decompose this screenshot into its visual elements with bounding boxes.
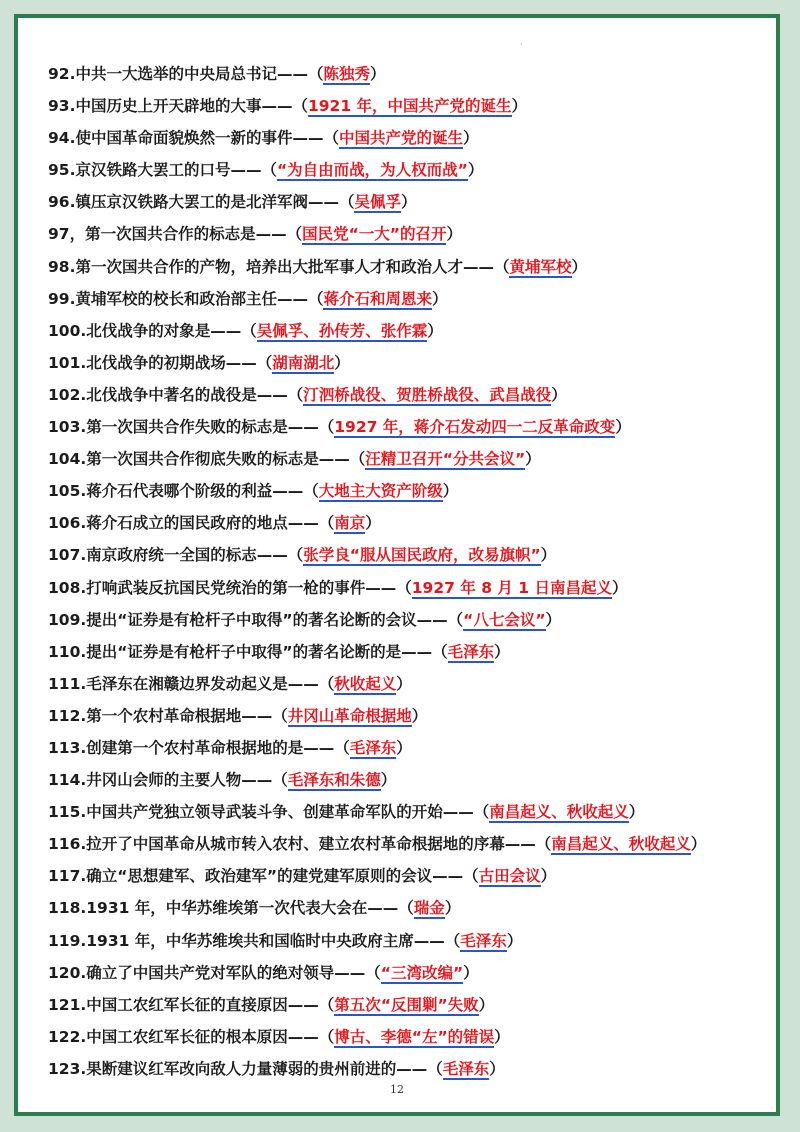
open-paren: （	[493, 257, 510, 276]
close-paren: ）	[396, 738, 412, 757]
list-item	[48, 636, 764, 668]
answer-text: 蒋介石和周恩来	[323, 289, 432, 308]
list-item	[48, 957, 764, 989]
answer-text: 博古、李德“左”的错误	[334, 1027, 495, 1046]
close-paren: ）	[611, 578, 628, 597]
answer-text: 汪精卫召开“分共会议”	[365, 450, 526, 469]
answer-text: 陈独秀	[323, 65, 370, 83]
question-text: 106.蒋介石成立的国民政府的地点——	[48, 514, 319, 533]
answer-text: 大地主大资产阶级	[318, 482, 443, 501]
list-item	[48, 186, 764, 218]
open-paren: （	[365, 963, 381, 982]
close-paren: ）	[494, 1027, 510, 1046]
open-paren: （	[349, 450, 366, 469]
question-text: 96.镇压京汉铁路大罢工的是北洋军阀——	[48, 193, 339, 212]
close-paren: ）	[446, 225, 462, 244]
qa-list	[48, 58, 764, 1085]
open-paren: （	[286, 225, 303, 244]
answer-text: 张学良“服从国民政府，改易旗帜”	[303, 546, 541, 565]
list-item	[48, 1053, 764, 1085]
question-text: 112.第一个农村革命根据地——	[48, 706, 273, 725]
open-paren: （	[272, 706, 288, 725]
open-paren: （	[463, 867, 479, 886]
list-item	[48, 251, 764, 283]
list-item	[48, 475, 764, 507]
close-paren: ）	[478, 995, 495, 1014]
question-text: 120.确立了中国共产党对军队的绝对领导——	[48, 963, 366, 982]
close-paren: ）	[489, 1059, 505, 1078]
list-item	[48, 122, 764, 154]
close-paren: ）	[511, 97, 528, 116]
list-item	[48, 379, 764, 411]
open-paren: （	[444, 931, 461, 950]
question-text: 110.提出“证券是有枪杆子中取得”的著名论断的是——	[48, 642, 433, 661]
list-item	[48, 860, 764, 892]
question-text: 122.中国工农红军长征的根本原因——	[48, 1027, 319, 1046]
list-item	[48, 90, 764, 122]
open-paren: （	[473, 803, 490, 822]
list-item	[48, 668, 764, 700]
close-paren: ）	[334, 353, 350, 372]
answer-text: 井冈山革命根据地	[287, 706, 412, 725]
answer-text: 毛泽东	[349, 738, 397, 757]
list-item	[48, 1021, 764, 1053]
list-item	[48, 892, 764, 924]
answer-text: 古田会议	[478, 867, 541, 886]
question-text: 108.打响武装反抗国民党统治的第一枪的事件——	[48, 578, 397, 597]
close-paren: ）	[396, 674, 412, 693]
answer-text: 国民党“一大”的召开	[302, 225, 447, 244]
list-item	[48, 507, 764, 539]
answer-text: 1927 年，蒋介石发动四一二反革命政变	[334, 418, 616, 437]
answer-text: 1921 年，中国共产党的诞生	[307, 97, 512, 116]
answer-text: 毛泽东	[442, 1059, 490, 1078]
question-text: 109.提出“证券是有枪杆子中取得”的著名论断的会议——	[48, 610, 448, 629]
list-item	[48, 572, 764, 604]
question-text: 105.蒋介石代表哪个阶级的利益——	[48, 482, 304, 501]
open-paren: （	[427, 1059, 443, 1078]
close-paren: ）	[506, 931, 523, 950]
open-paren: （	[261, 161, 277, 180]
page-number: 12	[390, 1083, 404, 1096]
question-text: 114.井冈山会师的主要人物——	[48, 771, 273, 790]
answer-text: 中国共产党的诞生	[338, 129, 463, 148]
open-paren: （	[272, 771, 288, 790]
list-item	[48, 700, 764, 732]
list-item	[48, 925, 764, 957]
answer-text: 汀泗桥战役、贺胜桥战役、武昌战役	[303, 385, 552, 404]
close-paren: ）	[432, 289, 448, 308]
answer-text: 毛泽东	[447, 642, 495, 661]
question-text: 99.黄埔军校的校长和政治部主任——	[48, 289, 308, 308]
answer-text: 吴佩孚、孙传芳、张作霖	[256, 321, 428, 340]
open-paren: （	[334, 738, 350, 757]
close-paren: ）	[442, 482, 459, 501]
answer-text: “三湾改编”	[380, 963, 464, 982]
close-paren: ）	[494, 642, 510, 661]
answer-text: 瑞金	[413, 899, 445, 918]
open-paren: （	[318, 514, 335, 533]
open-paren: （	[241, 321, 257, 340]
open-paren: （	[256, 353, 273, 372]
close-paren: ）	[444, 899, 461, 918]
open-paren: （	[398, 899, 414, 918]
answer-text: 南昌起义、秋收起义	[489, 803, 629, 822]
answer-text: “八七会议”	[463, 610, 546, 629]
list-item	[48, 315, 764, 347]
close-paren: ）	[365, 514, 381, 533]
answer-text: 第五次“反围剿”失败	[334, 995, 479, 1014]
list-item	[48, 283, 764, 315]
answer-text: 毛泽东和朱德	[287, 771, 381, 790]
close-paren: ）	[571, 257, 588, 276]
question-text: 107.南京政府统一全国的标志——	[48, 546, 288, 565]
question-text: 119.1931 年，中华苏维埃共和国临时中央政府主席——	[48, 931, 445, 950]
question-text: 111.毛泽东在湘赣边界发动起义是——	[48, 674, 319, 693]
close-paren: ）	[467, 161, 484, 180]
list-item	[48, 58, 764, 90]
close-paren: ）	[615, 418, 631, 437]
question-text: 115.中国共产党独立领导武装斗争、创建革命军队的开始——	[48, 803, 474, 822]
question-text: 102.北伐战争中著名的战役是——	[48, 385, 288, 404]
question-text: 103.第一次国共合作失败的标志是——	[48, 418, 319, 437]
answer-text: “为自由而战，为人权而战”	[276, 161, 468, 180]
question-text: 104.第一次国共合作彻底失败的标志是——	[48, 450, 350, 469]
list-item	[48, 443, 764, 475]
open-paren: （	[292, 97, 308, 116]
list-item	[48, 604, 764, 636]
answer-text: 湖南湖北	[272, 353, 335, 372]
question-text: 97，第一次国共合作的标志是——	[48, 225, 287, 244]
answer-text: 1927 年 8 月 1 日南昌起义	[411, 578, 612, 597]
answer-text: 吴佩孚	[354, 193, 401, 212]
open-paren: （	[432, 642, 448, 661]
question-text: 93.中国历史上开天辟地的大事——	[48, 97, 293, 116]
question-text: 98.第一次国共合作的产物，培养出大批军事人才和政治人才——	[48, 257, 494, 276]
close-paren: ）	[551, 385, 567, 404]
list-item	[48, 154, 764, 186]
answer-text: 南昌起义、秋收起义	[551, 835, 691, 854]
open-paren: （	[323, 129, 339, 148]
open-paren: （	[287, 385, 304, 404]
close-paren: ）	[427, 321, 443, 340]
close-paren: ）	[690, 835, 707, 854]
open-paren: （	[318, 995, 335, 1014]
list-item	[48, 828, 764, 860]
question-text: 94.使中国革命面貌焕然一新的事件——	[48, 129, 324, 148]
answer-text: 毛泽东	[460, 931, 507, 950]
open-paren: （	[318, 674, 335, 693]
close-paren: ）	[463, 963, 479, 982]
decorative-dot: ·	[520, 40, 523, 49]
question-text: 100.北伐战争的对象是——	[48, 321, 242, 340]
close-paren: ）	[540, 867, 557, 886]
open-paren: （	[318, 418, 335, 437]
list-item	[48, 732, 764, 764]
list-item	[48, 989, 764, 1021]
answer-text: 秋收起义	[334, 674, 397, 693]
question-text: 117.确立“思想建军、政治建军”的建党建军原则的会议——	[48, 867, 464, 886]
close-paren: ）	[411, 706, 428, 725]
open-paren: （	[318, 1027, 335, 1046]
close-paren: ）	[545, 610, 562, 629]
close-paren: ）	[628, 803, 645, 822]
list-item	[48, 539, 764, 571]
close-paren: ）	[463, 129, 479, 148]
answer-text: 南京	[334, 514, 366, 533]
list-item	[48, 764, 764, 796]
close-paren: ）	[525, 450, 541, 469]
open-paren: （	[447, 610, 464, 629]
open-paren: （	[307, 289, 324, 308]
page-frame	[14, 14, 780, 1116]
question-text: 101.北伐战争的初期战场——	[48, 353, 257, 372]
open-paren: （	[307, 65, 324, 83]
close-paren: ）	[370, 65, 386, 83]
question-text: 116.拉开了中国革命从城市转入农村、建立农村革命根据地的序幕——	[48, 835, 536, 854]
open-paren: （	[303, 482, 319, 501]
question-text: 118.1931 年，中华苏维埃第一次代表大会在——	[48, 899, 399, 918]
open-paren: （	[338, 193, 355, 212]
question-text: 123.果断建议红军改向敌人力量薄弱的贵州前进的——	[48, 1059, 428, 1078]
list-item	[48, 796, 764, 828]
question-text: 95.京汉铁路大罢工的口号——	[48, 161, 262, 180]
question-text: 92.中共一大选举的中央局总书记——	[48, 65, 308, 83]
list-item	[48, 411, 764, 443]
list-item	[48, 218, 764, 250]
question-text: 121.中国工农红军长征的直接原因——	[48, 995, 319, 1014]
list-item	[48, 347, 764, 379]
open-paren: （	[535, 835, 552, 854]
close-paren: ）	[380, 771, 397, 790]
question-text: 113.创建第一个农村革命根据地的是——	[48, 738, 335, 757]
answer-text: 黄埔军校	[509, 257, 572, 276]
close-paren: ）	[540, 546, 557, 565]
open-paren: （	[287, 546, 304, 565]
open-paren: （	[396, 578, 412, 597]
close-paren: ）	[401, 193, 417, 212]
